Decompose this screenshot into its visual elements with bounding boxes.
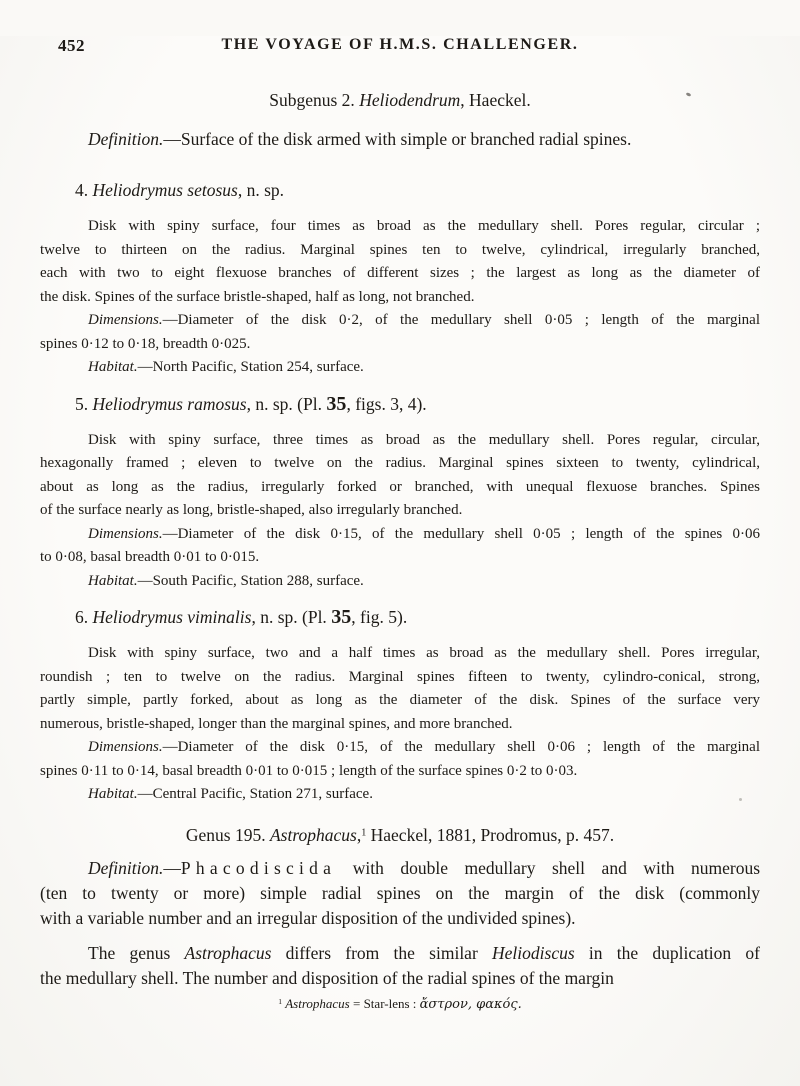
genus-name: Astrophacus (184, 942, 272, 963)
text-segment: Disk with spiny surface, two and a half times as broad as the medullary shell. Pores irregular, (88, 645, 760, 661)
species-description-6 (40, 642, 760, 736)
page-number: 452 (58, 36, 85, 55)
species-name: Heliodrymus viminalis (92, 607, 252, 627)
text-line (40, 966, 760, 991)
text-line (40, 881, 760, 906)
footnote (40, 995, 760, 1014)
text-segment: of the surface nearly as long, bristle-shaped, also irregularly branched. (40, 502, 463, 518)
text-segment: to 0·08, basal breadth 0·01 to 0·015. (40, 549, 260, 565)
text-segment: 4. (75, 180, 93, 200)
subgenus-heading (40, 88, 760, 113)
dimensions-4 (40, 309, 760, 356)
page-header (40, 36, 760, 58)
text-line (40, 429, 760, 453)
habitat-5 (40, 570, 760, 594)
text-line (40, 995, 760, 1014)
text-line (40, 88, 760, 113)
text-segment: 5. (75, 393, 93, 414)
text-line (40, 356, 760, 380)
text-segment: Habitat. (88, 359, 138, 375)
text-segment: partly simple, partly forked, about as long as the diameter of the disk. Spines of the surface very (40, 692, 760, 708)
text-segment: —Diameter of the disk 0·2, of the medullary shell 0·05 ; length of the marginal (162, 312, 760, 328)
text-segment: spines 0·11 to 0·14, basal breadth 0·01 to 0·015 ; length of the surface spines 0·2 to 0·03. (40, 762, 578, 779)
text-segment: —South Pacific, Station 288, surface. (137, 572, 364, 589)
text-segment: —Central Pacific, Station 271, surface. (137, 786, 373, 802)
text-segment: with double medullary shell and with numerous (336, 857, 760, 878)
text-segment: with a variable number and an irregular disposition of the undivided spines). (40, 907, 576, 928)
text-line (40, 906, 760, 931)
text-line (40, 666, 760, 690)
text-segment: about as long as the radius, irregularly forked or branched, with unequal flexuose branches. Spines (40, 478, 760, 495)
text-segment: Disk with spiny surface, four times as broad as the medullary shell. Pores regular, circular ; (88, 218, 760, 234)
dimensions-6 (40, 736, 760, 783)
text-segment: —North Pacific, Station 254, surface. (137, 359, 364, 375)
subgenus-definition (40, 127, 760, 152)
text-segment: The genus (88, 942, 185, 963)
species-description-5 (40, 429, 760, 523)
text-line (40, 736, 760, 760)
plate-number: 35 (331, 606, 352, 628)
genus-definition (40, 856, 760, 931)
text-line (40, 713, 760, 737)
text-segment: , figs. 3, 4). (346, 393, 427, 414)
text-segment: differs from the similar (271, 942, 493, 963)
plate-number: 35 (326, 392, 347, 415)
text-line (40, 309, 760, 333)
text-line (40, 215, 760, 239)
text-segment: = Star-lens : (349, 995, 420, 1011)
text-line (40, 286, 760, 310)
text-line (40, 392, 760, 417)
greek-etymology: ἄστρον, φακός. (419, 996, 522, 1012)
text-line (40, 941, 760, 966)
text-segment: Dimensions. (88, 525, 163, 542)
text-line (40, 823, 760, 848)
text-segment: (ten to twenty or more) simple radial spines on the margin of the disk (commonly (40, 882, 760, 903)
scan-artifact (739, 798, 742, 801)
text-segment: Dimensions. (88, 739, 163, 755)
text-segment: Habitat. (88, 786, 138, 802)
family-name: Phacodiscida (180, 857, 337, 878)
text-segment: each with two to eight flexuose branches of different sizes ; the largest as long as the diameter of (40, 265, 760, 281)
text-segment: Definition. (88, 857, 164, 878)
text-segment: , n. sp. (237, 180, 285, 200)
habitat-4 (40, 356, 760, 380)
text-line (40, 642, 760, 666)
text-segment: hexagonally framed ; eleven to twelve on the radius. Marginal spines sixteen to twenty, cylindrical, (40, 455, 760, 471)
text-segment: in the duplication of (574, 942, 760, 963)
running-title: THE VOYAGE OF H.M.S. CHALLENGER. (221, 36, 579, 53)
text-segment: spines 0·12 to 0·18, breadth 0·025. (40, 335, 251, 352)
species-name: Heliodrymus ramosus (92, 393, 247, 414)
text-line (40, 783, 760, 807)
text-segment: , (356, 824, 362, 845)
habitat-6 (40, 783, 760, 807)
subgenus-name: Heliodendrum (359, 90, 461, 110)
species-heading-6 (40, 605, 760, 630)
text-segment: Haeckel, 1881, Prodromus, p. 457. (366, 824, 615, 845)
text-line (40, 760, 760, 784)
genus-name: Astrophacus (269, 824, 357, 845)
species-name: Heliodrymus setosus (92, 180, 238, 200)
dimensions-5 (40, 523, 760, 570)
text-segment: — (163, 857, 181, 878)
text-line (40, 262, 760, 286)
text-line (40, 605, 760, 630)
text-segment: , n. sp. (Pl. (251, 607, 332, 627)
species-description-4 (40, 215, 760, 309)
text-line (40, 333, 760, 357)
text-segment: Genus 195. (185, 824, 270, 845)
text-line (40, 856, 760, 881)
page-content (40, 88, 760, 1014)
text-segment: Dimensions. (88, 312, 163, 328)
text-segment: roundish ; ten to twelve on the radius. Marginal spines fifteen to twenty, cylindro-conical, strong, (40, 668, 760, 685)
text-line (40, 570, 760, 594)
genus-name: Astrophacus (285, 995, 350, 1011)
text-segment: numerous, bristle-shaped, longer than the marginal spines, and more branched. (40, 715, 513, 732)
text-line (40, 178, 760, 203)
text-line (40, 452, 760, 476)
genus-remarks (40, 941, 760, 991)
text-segment: 6. (75, 607, 93, 627)
text-line (40, 546, 760, 570)
text-line (40, 239, 760, 263)
species-heading-4 (40, 178, 760, 203)
text-segment: , fig. 5). (351, 607, 408, 627)
text-segment: the medullary shell. The number and disposition of the radial spines of the margin (40, 967, 614, 988)
genus-name: Heliodiscus (492, 942, 575, 963)
text-segment: —Diameter of the disk 0·15, of the medullary shell 0·05 ; length of the spines 0·06 (162, 525, 760, 542)
text-segment: the disk. Spines of the surface bristle-shaped, half as long, not branched. (40, 288, 475, 305)
text-segment: —Surface of the disk armed with simple or branched radial spines. (163, 129, 632, 149)
footnote-marker: 1 (361, 826, 367, 838)
genus-heading (40, 823, 760, 848)
text-line (40, 476, 760, 500)
book-page (0, 36, 800, 1086)
text-line (40, 523, 760, 547)
footnote-marker: 1 (278, 996, 282, 1006)
text-segment: , Haeckel. (460, 90, 531, 110)
text-segment: twelve to thirteen on the radius. Marginal spines ten to twelve, cylindrical, irregularly branched, (40, 241, 760, 258)
text-segment: —Diameter of the disk 0·15, of the medullary shell 0·06 ; length of the marginal (162, 739, 760, 755)
text-segment: , n. sp. (Pl. (246, 393, 327, 414)
text-segment: Definition. (88, 129, 164, 149)
text-segment: Disk with spiny surface, three times as broad as the medullary shell. Pores regular, circular, (88, 431, 760, 448)
text-line (40, 127, 760, 152)
text-line (40, 689, 760, 713)
text-segment: Subgenus 2. (269, 90, 360, 110)
text-segment: Habitat. (88, 572, 138, 589)
text-line (40, 499, 760, 523)
species-heading-5 (40, 392, 760, 417)
